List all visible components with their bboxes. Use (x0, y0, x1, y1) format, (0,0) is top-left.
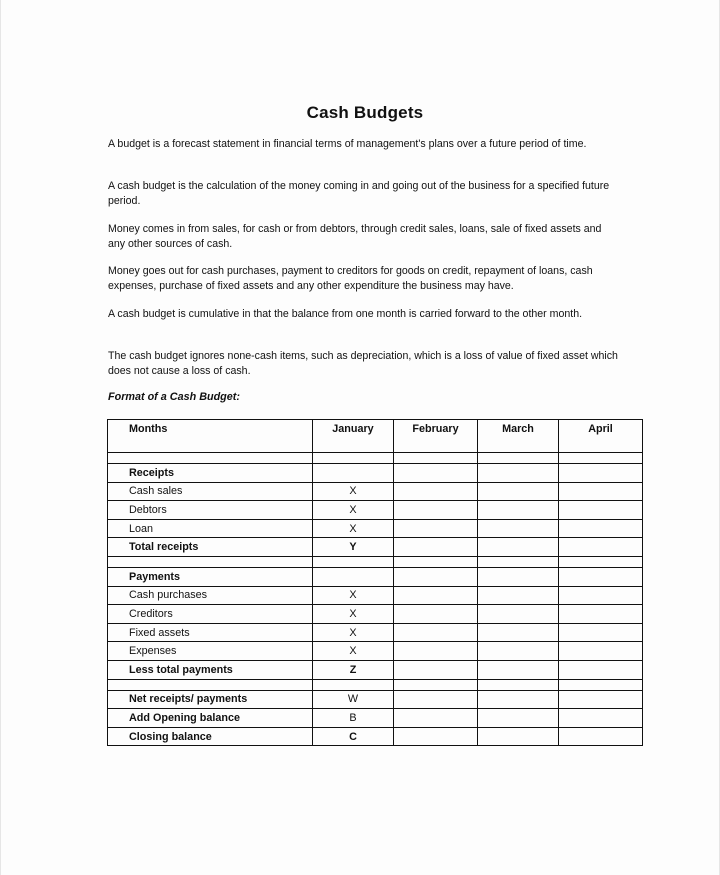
cell-expenses-january: X (313, 642, 394, 661)
paragraph-money-out: Money goes out for cash purchases, payment to creditors for goods on credit, repayment of loans, cash expenses, purchase of fixed assets and any other expenditure the business may have. (108, 265, 593, 292)
paragraph-budget-definition: A budget is a forecast statement in financial terms of management's plans over a future period of time. (108, 138, 587, 150)
table-row (108, 690, 643, 709)
row-label-cash-purchases: Cash purchases (108, 586, 313, 605)
row-label-cash-sales: Cash sales (108, 482, 313, 501)
cell-less-total-payments-january: Z (313, 660, 394, 679)
table-row (108, 538, 643, 557)
row-label-total-receipts: Total receipts (108, 538, 313, 557)
section-label-receipts: Receipts (108, 464, 313, 483)
row-label-debtors: Debtors (108, 501, 313, 520)
paragraph-money-in: Money comes in from sales, for cash or from debtors, through credit sales, loans, sale of fixed assets and any other sources of cash. (108, 223, 602, 250)
paragraph-cumulative: A cash budget is cumulative in that the balance from one month is carried forward to the other month. (108, 308, 583, 320)
cell-cash-sales-january: X (313, 482, 394, 501)
cell-loan-january: X (313, 519, 394, 538)
row-label-loan: Loan (108, 519, 313, 538)
table-spacer-row (108, 453, 643, 464)
table-row (108, 642, 643, 661)
cell-debtors-january: X (313, 501, 394, 520)
cell-opening-balance-january: B (313, 709, 394, 728)
cell-total-receipts-january: Y (313, 538, 394, 557)
cell-cash-purchases-january: X (313, 586, 394, 605)
cell-creditors-january: X (313, 605, 394, 624)
document-title: Cash Budgets (306, 103, 424, 122)
table-row (108, 623, 643, 642)
cell-closing-balance-january: C (313, 727, 394, 746)
row-label-fixed-assets: Fixed assets (108, 623, 313, 642)
table-row (108, 660, 643, 679)
cell-net-receipts-january: W (313, 690, 394, 709)
section-label-payments: Payments (108, 567, 313, 586)
format-heading: Format of a Cash Budget: (108, 391, 240, 403)
table-row-payments-heading (108, 567, 643, 586)
row-label-opening-balance: Add Opening balance (108, 709, 313, 728)
table-header-row (108, 420, 643, 453)
header-february: February (394, 420, 478, 453)
cell-fixed-assets-january: X (313, 623, 394, 642)
row-label-creditors: Creditors (108, 605, 313, 624)
table-row-receipts-heading (108, 464, 643, 483)
row-label-net-receipts-payments: Net receipts/ payments (108, 690, 313, 709)
row-label-closing-balance: Closing balance (108, 727, 313, 746)
table-row (108, 482, 643, 501)
header-march: March (478, 420, 559, 453)
cash-budget-table (107, 419, 643, 746)
table-row (108, 605, 643, 624)
table-spacer-row (108, 679, 643, 690)
header-january: January (313, 420, 394, 453)
paragraph-cash-budget-definition: A cash budget is the calculation of the money coming in and going out of the business for a specified future period. (108, 180, 610, 207)
table-spacer-row (108, 556, 643, 567)
table-row (108, 709, 643, 728)
row-label-less-total-payments: Less total payments (108, 660, 313, 679)
header-april: April (559, 420, 643, 453)
table-row (108, 501, 643, 520)
paragraph-non-cash-items: The cash budget ignores none-cash items, such as depreciation, which is a loss of value of fixed asset which does not cause a loss of cash. (108, 350, 618, 377)
table-row (108, 727, 643, 746)
table-row (108, 586, 643, 605)
row-label-expenses: Expenses (108, 642, 313, 661)
table-row (108, 519, 643, 538)
header-months: Months (108, 420, 313, 453)
